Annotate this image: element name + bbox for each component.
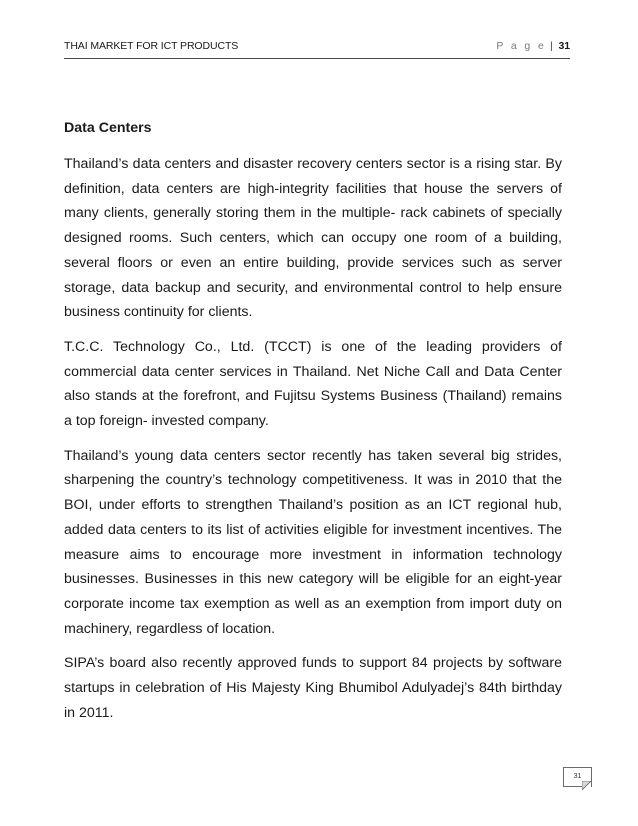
- header-page-number: 31: [558, 40, 570, 52]
- footer-page-number: 31: [563, 767, 592, 787]
- paragraph: T.C.C. Technology Co., Ltd. (TCCT) is one of the leading providers of commercial data center services in Thailand. Net Niche Call and Data Center also stands at the forefront, and Fujitsu Systems Business (Thailand) remains a top foreign- invested company.: [64, 338, 562, 430]
- header-page-indicator: [496, 40, 570, 52]
- paragraph: Thailand’s young data centers sector recently has taken several big strides, sharpening the country’s technology competitiveness. It was in 2010 that the BOI, under efforts to strengthen Thailand’s position as an ICT regional hub, added data centers to its list of activities eligible for investment incentives. The measure aims to encourage more investment in information technology businesses. Businesses in this new category will be eligible for an eight-year corporate income tax exemption as well as an exemption from import duty on machinery, regardless of location.: [64, 447, 562, 637]
- header-divider: [64, 58, 570, 59]
- page-label: P a g e: [496, 40, 547, 52]
- page-body: [64, 118, 562, 735]
- page-curl-icon: [582, 781, 591, 790]
- running-title: THAI MARKET FOR ICT PRODUCTS: [64, 40, 239, 52]
- paragraph: Thailand’s data centers and disaster recovery centers sector is a rising star. By definition, data centers are high-integrity facilities that house the servers of many clients, generally storing them in the multiple- rack cabinets of specially designed rooms. Such centers, which can occupy one room of a building, several floors or even an entire building, provide services such as server storage, data backup and security, and environmental control to help ensure business continuity for clients.: [64, 156, 562, 321]
- page-separator: |: [550, 40, 553, 52]
- section-heading: Data Centers: [64, 120, 152, 136]
- page-header: [64, 38, 570, 56]
- paragraph: SIPA’s board also recently approved funds to support 84 projects by software startups in celebration of His Majesty King Bhumibol Adulyadej’s 84th birthday in 2011.: [64, 655, 562, 721]
